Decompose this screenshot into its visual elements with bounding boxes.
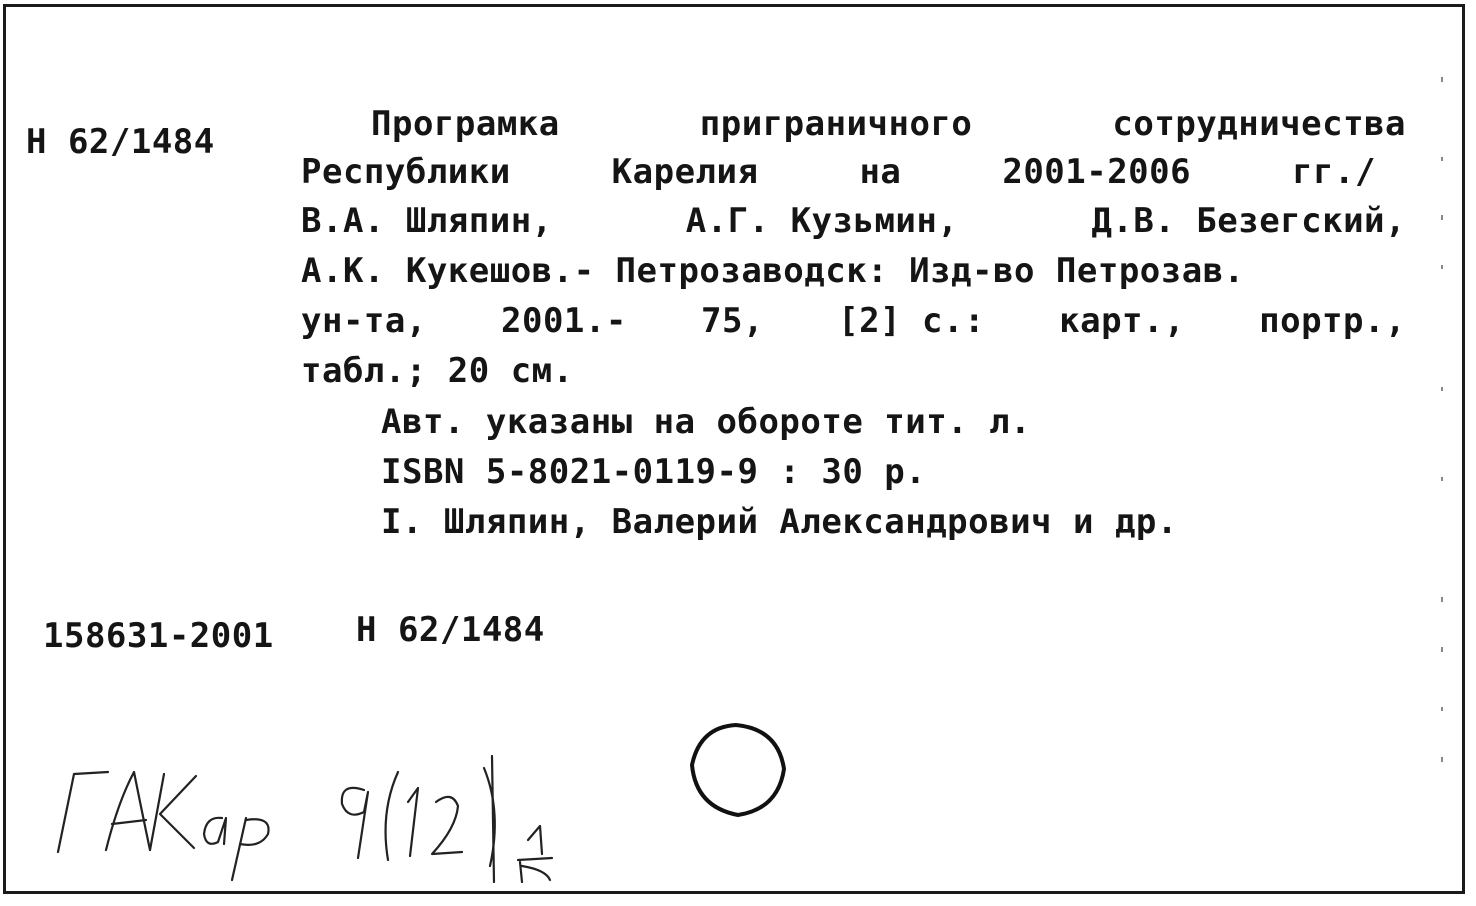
title-line-4 <box>301 251 1245 291</box>
shelfmark: Н 62/1484 <box>26 122 215 162</box>
title-word: на <box>859 152 902 192</box>
title-word: Програмка <box>371 104 560 144</box>
punch-hole-icon <box>678 717 798 827</box>
catalog-card <box>3 4 1465 894</box>
title-line-5 <box>301 301 1406 341</box>
title-word: приграничного <box>699 104 973 144</box>
dimensions-text: табл.; 20 см. <box>301 351 574 391</box>
imprint-word: карт., <box>1059 301 1185 341</box>
accession-number: 158631-2001 <box>43 616 274 656</box>
title-line-2 <box>301 152 1376 192</box>
imprint-word: портр., <box>1259 301 1406 341</box>
title-word: Республики <box>301 152 511 192</box>
imprint-word: 75, <box>701 301 764 341</box>
title-word: 2001-2006 <box>1002 152 1192 192</box>
note-tracing: I. Шляпин, Валерий Александрович и др. <box>381 502 1178 542</box>
title-line-3 <box>301 201 1406 241</box>
title-word: Карелия <box>611 152 759 192</box>
imprint-text: А.К. Кукешов.- Петрозаводск: Изд-во Петрозав. <box>301 251 1245 291</box>
imprint-word: 2001.- <box>501 301 627 341</box>
title-line-1 <box>371 104 1406 144</box>
imprint-word: ун-та, <box>301 301 427 341</box>
accession-shelfmark: Н 62/1484 <box>356 610 545 650</box>
imprint-word: [2] с.: <box>838 301 985 341</box>
title-line-6 <box>301 351 574 391</box>
note-authors: Авт. указаны на обороте тит. л. <box>381 402 1032 442</box>
title-word: гг./ <box>1292 152 1376 192</box>
authors-part: В.А. Шляпин, <box>301 201 553 241</box>
handwritten-note <box>46 732 586 892</box>
note-isbn: ISBN 5-8021-0119-9 : 30 р. <box>381 452 927 492</box>
authors-part: А.Г. Кузьмин, <box>685 201 959 241</box>
title-word: сотрудничества <box>1112 104 1406 144</box>
card-edge-marks <box>1440 7 1444 891</box>
authors-part: Д.В. Безегский, <box>1091 201 1406 241</box>
